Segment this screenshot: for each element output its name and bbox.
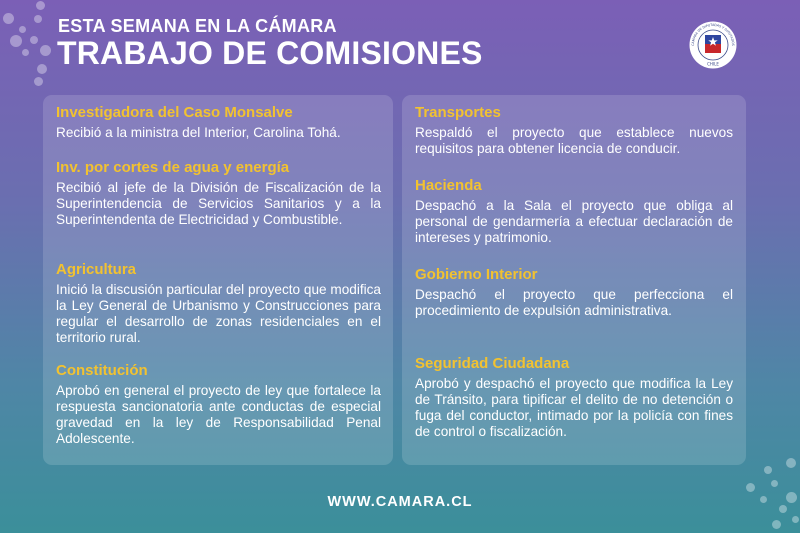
committee-heading: Constitución: [56, 362, 148, 379]
committee-section: [56, 103, 381, 141]
committee-section: [415, 103, 733, 157]
header-kicker: ESTA SEMANA EN LA CÁMARA: [58, 16, 337, 36]
left-panel: [43, 95, 393, 465]
committee-description: Respaldó el proyecto que establece nuevos requisitos para obtener licencia de conducir.: [415, 125, 733, 156]
committee-heading: Seguridad Ciudadana: [415, 355, 570, 372]
svg-text:CHILE: CHILE: [707, 61, 719, 67]
committee-section: [56, 158, 381, 228]
committee-heading: Agricultura: [56, 261, 137, 278]
committee-description: Despachó a la Sala el proyecto que obliga al personal de gendarmería a efectuar declaración de intereses y patrimonio.: [415, 198, 733, 245]
website-link[interactable]: WWW.CAMARA.CL: [327, 494, 473, 510]
committee-heading: Gobierno Interior: [415, 266, 538, 283]
page-title: TRABAJO DE COMISIONES: [57, 35, 483, 71]
committee-description: Recibió a la ministra del Interior, Carolina Tohá.: [56, 125, 341, 140]
committee-heading: Transportes: [415, 104, 501, 121]
committee-heading: Hacienda: [415, 177, 482, 194]
right-panel: [402, 95, 746, 465]
committee-description: Aprobó y despachó el proyecto que modifica la Ley de Tránsito, para tipificar el delito de no detención o fuga del conductor, intimado por la policía con fines de control o fiscalización.: [415, 376, 733, 439]
committee-heading: Investigadora del Caso Monsalve: [56, 104, 293, 121]
camara-seal-logo: [688, 20, 738, 70]
committee-section: [415, 176, 733, 246]
committee-section: [415, 354, 733, 440]
committee-description: Aprobó en general el proyecto de ley que fortalece la respuesta sancionatoria ante conductas de especial gravedad en la ley de Responsabilidad Penal Adolescente.: [56, 383, 381, 446]
committee-heading: Inv. por cortes de agua y energía: [56, 159, 290, 176]
committee-section: [415, 265, 733, 319]
committee-description: Despachó el proyecto que perfecciona el procedimiento de expulsión administrativa.: [415, 287, 733, 318]
committee-description: Recibió al jefe de la División de Fiscalización de la Superintendencia de Servicios Sanitarios y a la Superintendenta de Electricidad y Combustible.: [56, 180, 381, 227]
committee-description: Inició la discusión particular del proyecto que modifica la Ley General de Urbanismo y Construcciones para regular el desarrollo de zonas residenciales en el territorio rural.: [56, 282, 381, 345]
committee-section: [56, 260, 381, 346]
committee-section: [56, 361, 381, 447]
svg-text:CÁMARA DE DIPUTADAS Y DIPUTADO: CÁMARA DE DIPUTADAS Y DIPUTADOS: [690, 22, 736, 46]
